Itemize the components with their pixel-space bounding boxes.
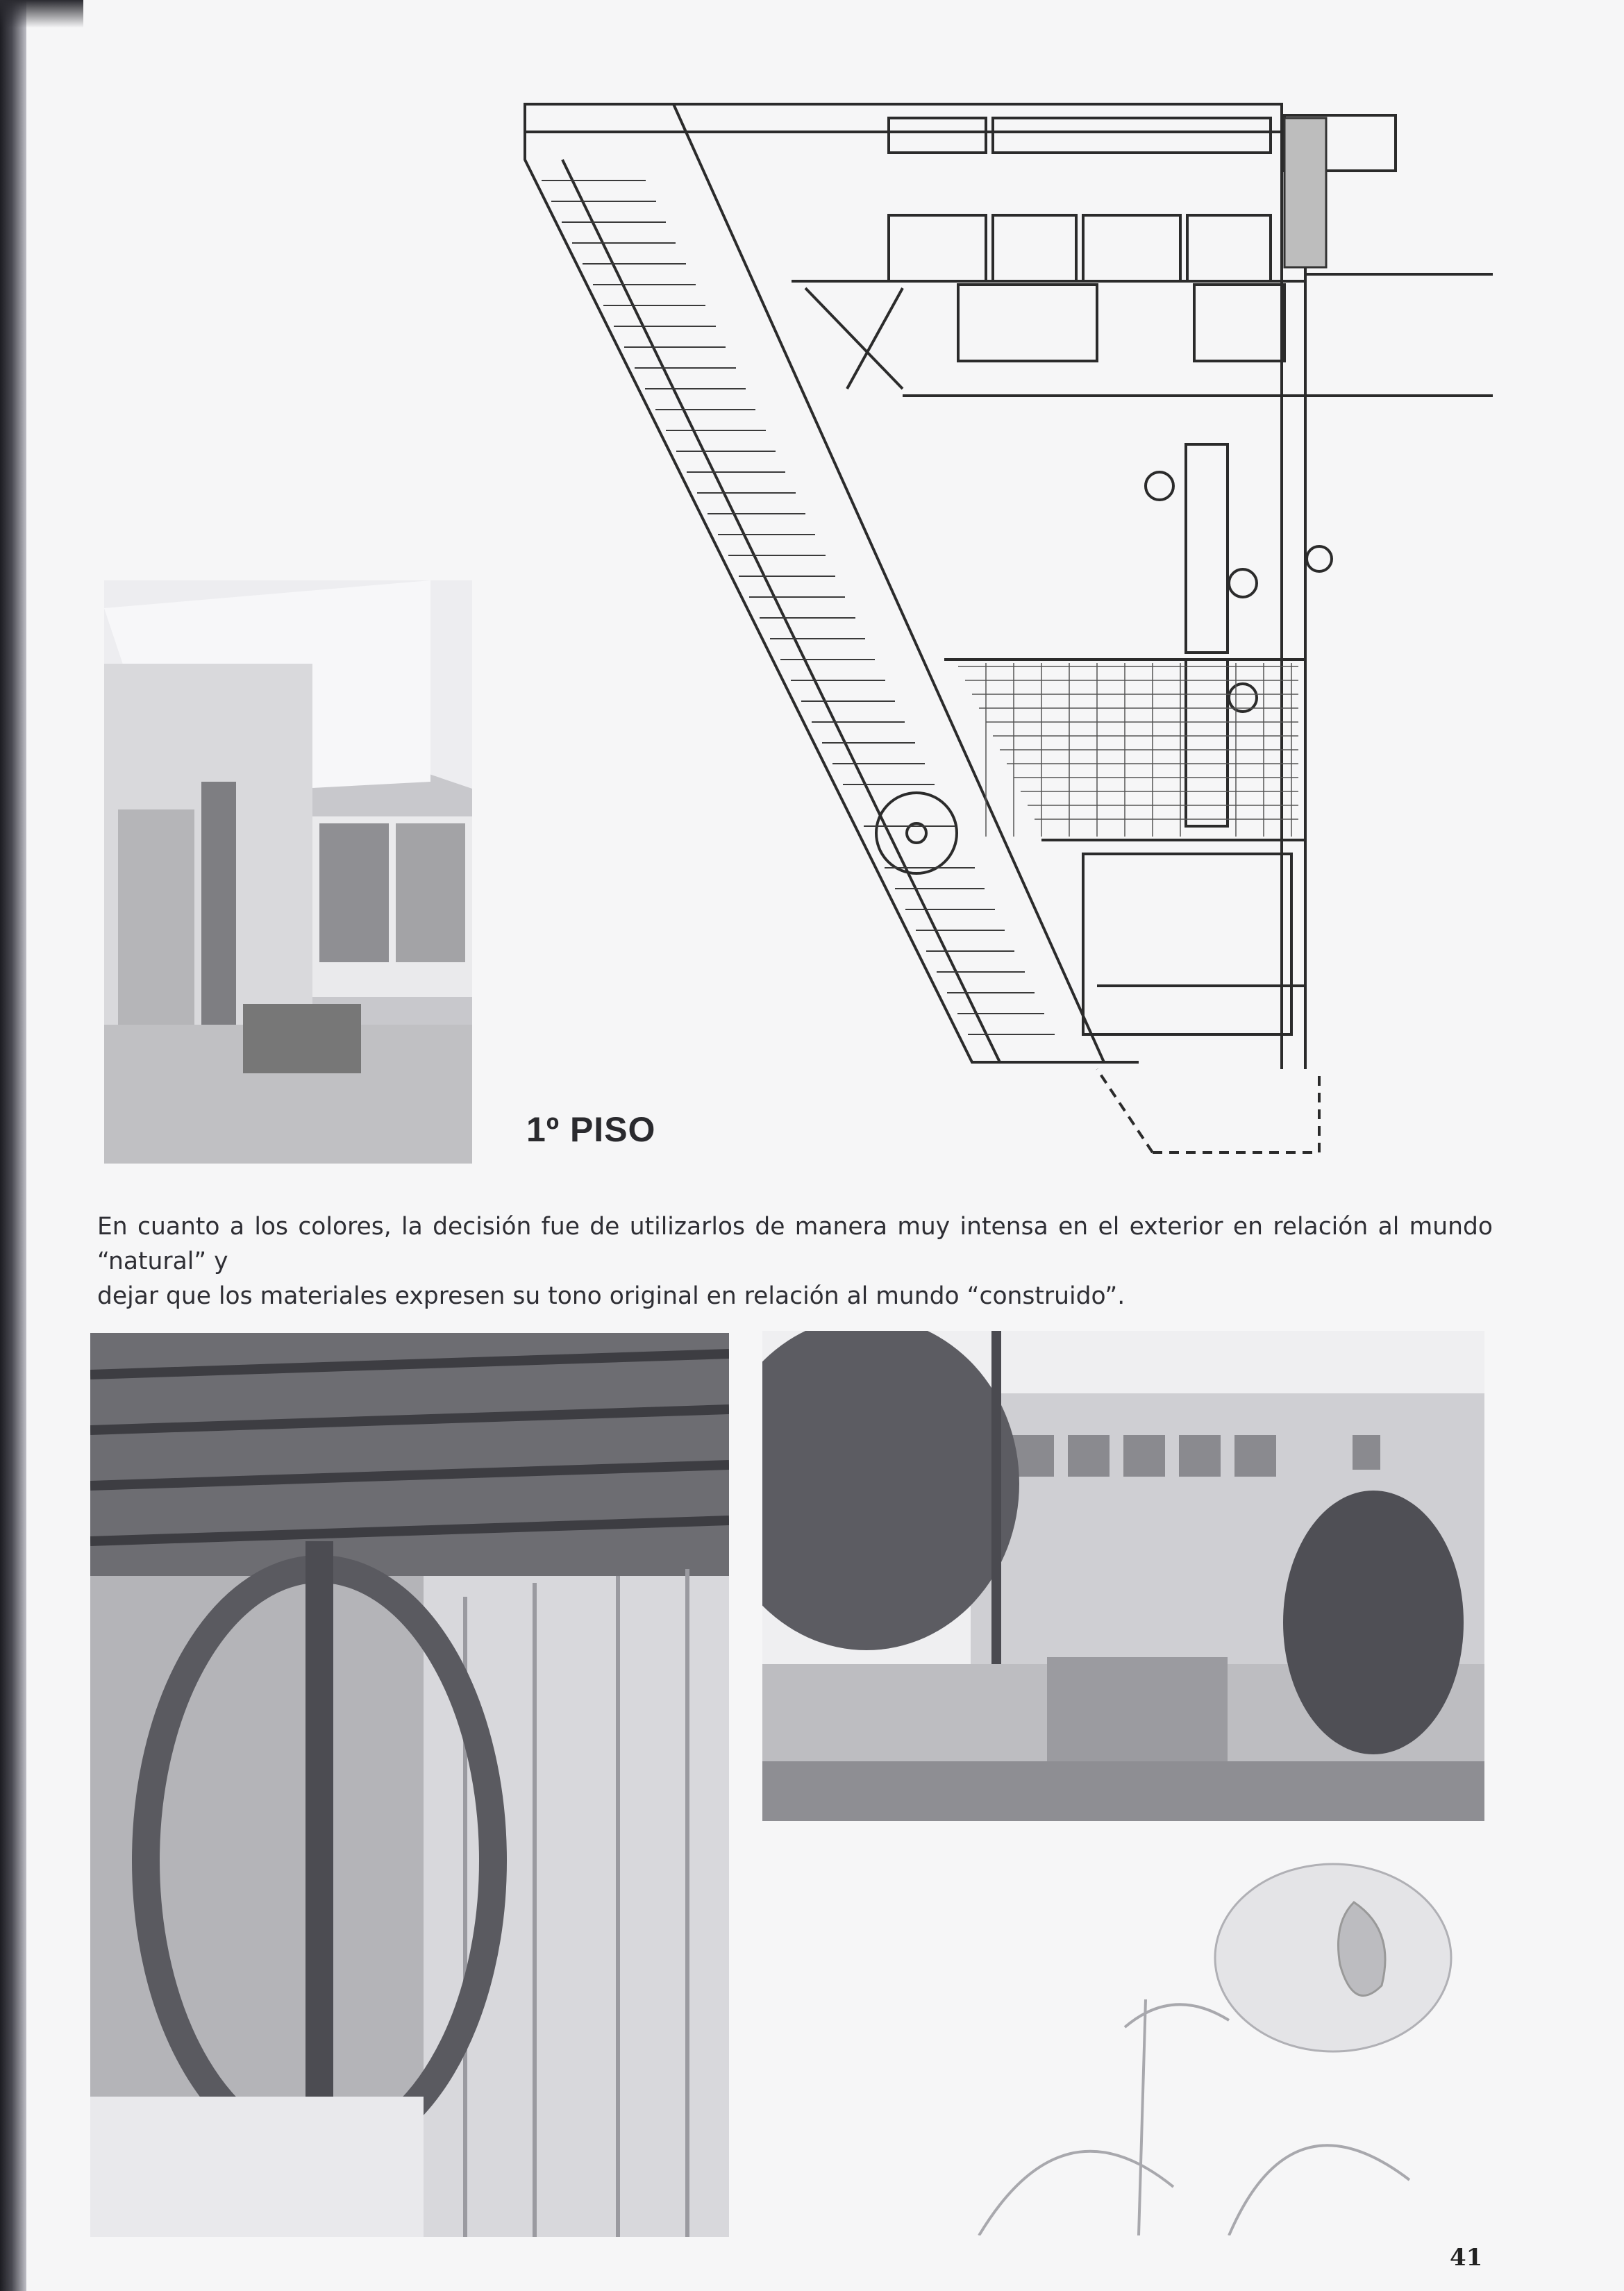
page-number: 41 bbox=[1450, 2244, 1483, 2272]
caption-text bbox=[97, 1209, 1493, 1314]
facade-street-photo bbox=[762, 1331, 1484, 1821]
caption-line: En cuanto a los colores, la decisión fue de utilizarlos de manera muy intensa en el exterior en relación al mundo “natural” y bbox=[97, 1213, 1493, 1275]
caption-line: dejar que los materiales expresen su tono original en relación al mundo “construido”. bbox=[97, 1282, 1125, 1310]
scan-shadow bbox=[0, 0, 83, 28]
spiral-stair-photo bbox=[90, 1333, 729, 2237]
floor-label: 1º PISO bbox=[526, 1110, 656, 1149]
book-spine-shadow bbox=[0, 0, 26, 2291]
sketch-drawing bbox=[965, 1861, 1486, 2235]
interior-skylight-photo bbox=[104, 580, 472, 1164]
floor-plan-drawing bbox=[514, 97, 1500, 1166]
